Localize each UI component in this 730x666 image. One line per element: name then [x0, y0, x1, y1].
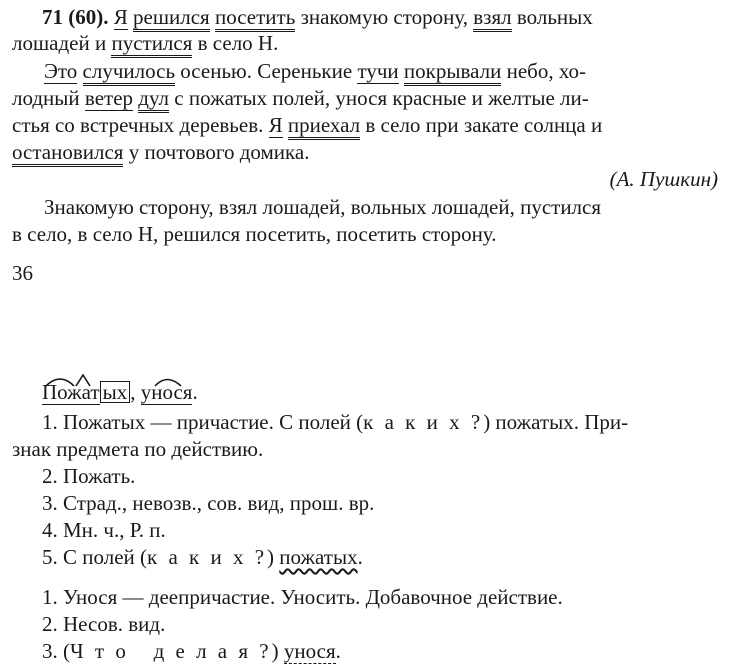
analysis-2-item-1: 1. Унося — деепричастие. Уносить. Добавочное действие.	[42, 585, 563, 609]
subject-tuchi: тучи	[357, 59, 399, 83]
predicate-ostanovilsya: остановился	[12, 140, 123, 167]
question-text: к а к и х ?	[363, 410, 484, 434]
dash-dot-underlined-word: унося	[283, 639, 336, 663]
analysis-1-item-2: 2. Пожать.	[42, 464, 136, 488]
analysis-1-item-4: 4. Мн. ч., Р. п.	[42, 518, 166, 542]
analysis-1-item-3: 3. Страд., невозв., сов. вид, прош. вр.	[42, 491, 375, 515]
analysis-1-line-1	[42, 409, 628, 435]
text-fragment: .	[192, 380, 198, 404]
text-fragment: лодный	[12, 86, 85, 110]
subject-eto: Это	[44, 59, 78, 83]
page-number: 36	[12, 261, 33, 285]
exercise-line-4	[12, 85, 589, 111]
analysis-1-item-5	[42, 544, 363, 570]
predicate-dul: дул	[138, 86, 169, 113]
text-fragment: 1. Пожатых — причастие. С полей (	[42, 410, 364, 434]
author-attribution: (А. Пушкин)	[609, 167, 718, 191]
exercise-line-3	[44, 58, 586, 84]
predicate-vzyal: взял	[473, 5, 511, 32]
root-arc-icon	[42, 373, 104, 387]
word-unosya-wrap	[141, 379, 193, 405]
text-fragment: лошадей и	[12, 31, 112, 55]
predicate-pustilsya: пустился	[111, 31, 192, 58]
predicate-priekhal: приехал	[288, 113, 360, 140]
exercise-number: 71 (60).	[42, 5, 109, 29]
text-fragment: 5. С полей (	[42, 545, 147, 569]
predicate-pokryvali: покрывали	[404, 59, 501, 86]
exercise-line-7: Знакомую сторону, взял лошадей, вольных лошадей, пустился	[44, 195, 602, 219]
text-fragment: знакомую сторону,	[295, 5, 474, 29]
analysis-header	[42, 379, 198, 405]
text-fragment: 3. (	[42, 639, 70, 663]
question-text: к а к и х ?	[147, 545, 268, 569]
exercise-line-2	[12, 30, 278, 56]
text-fragment: )	[271, 639, 284, 663]
text-fragment: стья со встречных деревьев.	[12, 113, 269, 137]
exercise-line-1	[42, 4, 593, 30]
analysis-2-item-2: 2. Несов. вид.	[42, 612, 166, 636]
predicate-posetit: посетить	[215, 5, 295, 32]
text-fragment: вольных	[511, 5, 593, 29]
ending-box: ых	[100, 381, 131, 403]
root-arc-icon	[141, 373, 201, 387]
exercise-line-5	[12, 112, 602, 138]
text-fragment: у почтового домика.	[123, 140, 310, 164]
text-fragment: .	[335, 639, 341, 663]
predicate-reshilsya: решился	[133, 5, 210, 32]
question-text: Ч т о д е л а я ?	[70, 639, 272, 663]
subject-ya-2: Я	[268, 113, 283, 137]
subject-veter: ветер	[84, 86, 134, 110]
text-fragment: ,	[130, 380, 141, 404]
subject-ya: Я	[113, 5, 128, 29]
text-fragment: в село при закате солнца и	[360, 113, 603, 137]
text-fragment: осенью. Серенькие	[175, 59, 358, 83]
exercise-line-6	[12, 139, 310, 165]
text-fragment: в село Н.	[192, 31, 279, 55]
word-pozhat-stem	[42, 379, 100, 405]
text-fragment: с пожатых полей, унося красные и желтые ли-	[169, 86, 589, 110]
text-fragment: )	[267, 545, 280, 569]
text-fragment: .	[357, 545, 363, 569]
analysis-1-line-2: знак предмета по действию.	[12, 437, 264, 461]
predicate-sluchilos: случилось	[83, 59, 176, 86]
text-fragment: небо, хо-	[501, 59, 587, 83]
word-unosya: унося	[140, 380, 193, 404]
analysis-2-item-3	[42, 638, 341, 664]
exercise-line-8: в село, в село Н, решился посетить, посетить сторону.	[12, 222, 497, 246]
wavy-underlined-word: пожатых	[279, 545, 358, 569]
word-pozhat: Пожат	[42, 380, 100, 404]
text-fragment: ) пожатых. При-	[483, 410, 629, 434]
